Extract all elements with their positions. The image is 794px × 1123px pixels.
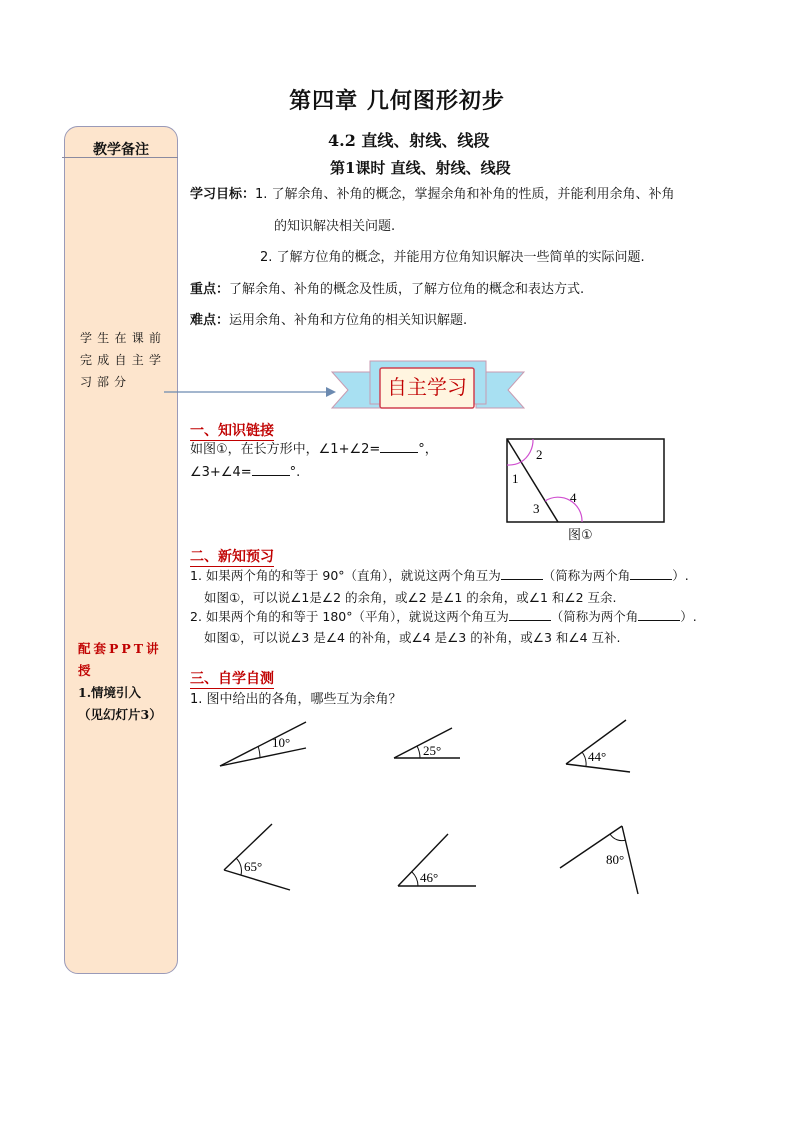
angle-label-2: 2 <box>536 447 543 462</box>
pv-1c: ）. <box>672 568 689 583</box>
kl-text-1a: 如图①，在长方形中，∠1+∠2= <box>190 442 381 457</box>
pv-1b: （简称为两个角 <box>542 568 631 583</box>
knowledge-link-line-2 <box>190 460 300 486</box>
pv-2b: （简称为两个角 <box>550 609 639 624</box>
key-point <box>190 277 584 303</box>
angle-25-diagram <box>388 724 468 766</box>
preview-heading: 二、新知预习 <box>190 549 274 565</box>
angle-10-diagram <box>214 718 314 774</box>
sidebar-divider <box>62 157 178 158</box>
difficulty-text: 运用余角、补角和方位角的相关知识解题. <box>229 313 468 328</box>
figure-1-caption: 图① <box>568 528 593 543</box>
key-point-label: 重点： <box>190 282 230 297</box>
objective-2: 2. 了解方位角的概念，并能用方位角知识解决一些简单的实际问题. <box>260 250 645 265</box>
ppt-line-2: 授 <box>78 663 94 678</box>
knowledge-link-heading: 一、知识链接 <box>190 423 274 439</box>
answer-blank-2[interactable] <box>252 463 290 476</box>
angle-value-3: 44° <box>588 749 607 764</box>
angle-value-6: 80° <box>606 852 625 867</box>
sidebar-ppt-note <box>78 638 166 726</box>
angle-label-1: 1 <box>512 471 519 486</box>
angle-80-diagram <box>556 820 646 900</box>
answer-blank-3[interactable] <box>501 567 543 580</box>
angle-value-2: 25° <box>423 743 442 758</box>
pv-2c: ）. <box>680 609 697 624</box>
objectives-line-1 <box>190 182 675 208</box>
kl-text-1b: °， <box>418 442 438 457</box>
kl-text-2a: ∠3+∠4= <box>190 465 252 480</box>
banner-text: 自主学习 <box>387 375 467 399</box>
section-title: 4.2 直线、射线、线段 <box>328 131 490 150</box>
angle-value-4: 65° <box>244 859 263 874</box>
difficulty-label: 难点： <box>190 313 230 328</box>
answer-blank-6[interactable] <box>638 608 680 621</box>
answer-blank-5[interactable] <box>509 608 551 621</box>
self-test-heading: 三、自学自测 <box>190 671 274 687</box>
objectives-label: 学习目标： <box>190 187 256 202</box>
ppt-line-3: 1.情境引入 <box>78 685 142 700</box>
teaching-notes-sidebar <box>64 126 178 974</box>
angle-value-5: 46° <box>420 870 439 885</box>
objective-1: 1. 了解余角、补角的概念，掌握余角和补角的性质，并能利用余角、补角 <box>255 187 675 202</box>
difficulty <box>190 308 467 334</box>
angle-44-diagram <box>560 716 640 780</box>
angle-46-diagram <box>390 828 482 892</box>
angle-label-3: 3 <box>533 501 540 516</box>
angle-label-4: 4 <box>570 490 577 505</box>
key-point-text: 了解余角、补角的概念及性质，了解方位角的概念和表达方式. <box>229 282 585 297</box>
pointer-arrow <box>160 380 340 404</box>
preview-item-2-example: 如图①，可以说∠3 是∠4 的补角，或∠4 是∠3 的补角，或∠3 和∠4 互补. <box>204 630 621 645</box>
chapter-title: 第四章 几何图形初步 <box>289 88 505 114</box>
objective-1-cont: 的知识解决相关问题. <box>274 219 396 234</box>
preview-item-1-example: 如图①，可以说∠1是∠2 的余角，或∠2 是∠1 的余角，或∠1 和∠2 互余. <box>204 590 617 605</box>
angle-65-diagram <box>214 818 304 898</box>
pv-1a: 1. 如果两个角的和等于 90°（直角），就说这两个角互为 <box>190 568 501 583</box>
angle-value-1: 10° <box>272 735 291 750</box>
sidebar-heading: 教学备注 <box>93 142 149 158</box>
ppt-line-1: 配套PPT讲 <box>78 641 162 656</box>
ppt-line-4: （见幻灯片3） <box>78 707 162 722</box>
lesson-title: 第1课时 直线、射线、线段 <box>330 159 511 177</box>
answer-blank-1[interactable] <box>380 440 418 453</box>
kl-text-2b: °. <box>289 465 301 480</box>
pv-2a: 2. 如果两个角的和等于 180°（平角），就说这两个角互为 <box>190 609 509 624</box>
sidebar-note: 学生在课前完成自主学习部分 <box>80 331 166 389</box>
answer-blank-4[interactable] <box>630 567 672 580</box>
self-test-question-1: 1. 图中给出的各角，哪些互为余角？ <box>190 692 402 707</box>
